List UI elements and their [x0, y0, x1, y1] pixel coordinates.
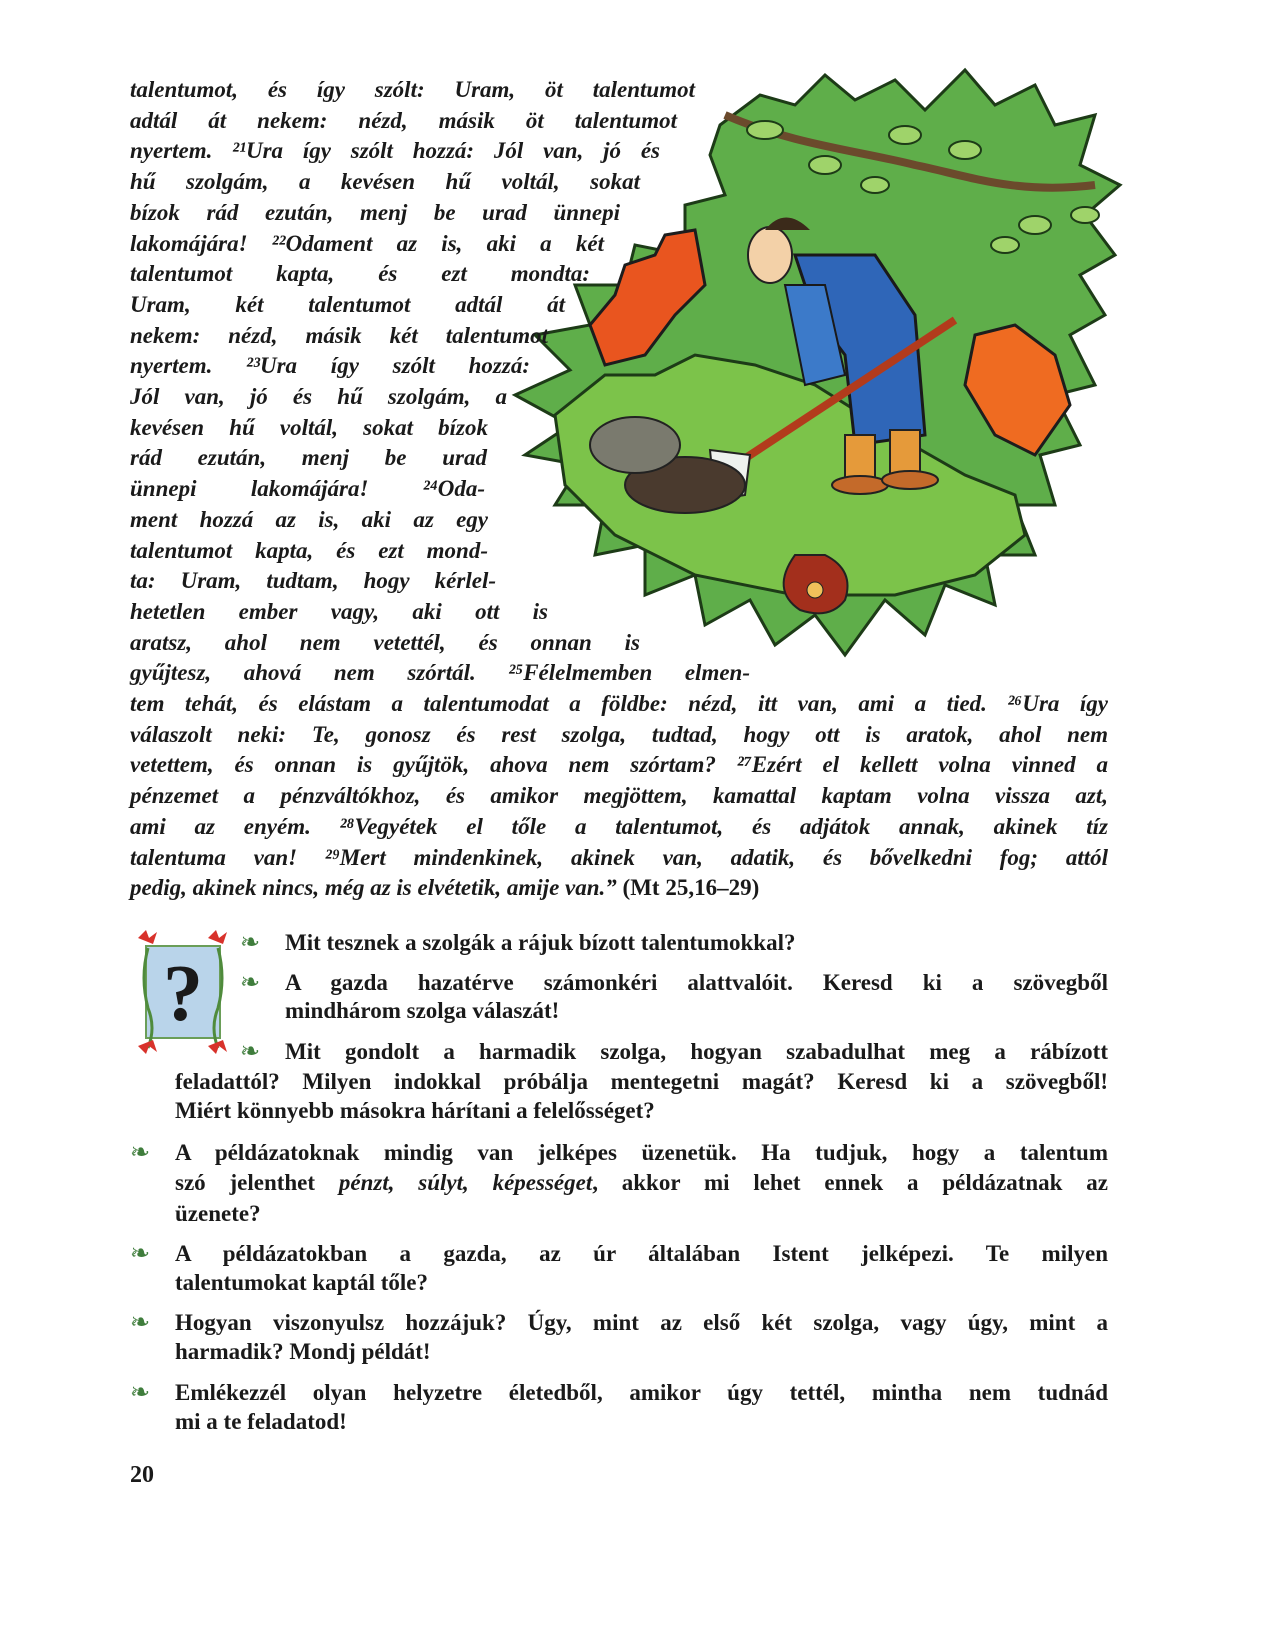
question-line [175, 1337, 431, 1367]
question-text: A példázatokban a gazda, az úr általában Istent jelképezi. Te milyen [175, 1241, 1108, 1266]
question-text: Emlékezzél olyan helyzetre életedből, amikor úgy tettél, mintha nem tudnád [175, 1380, 1108, 1405]
scripture-line-text: tem tehát, és elástam a talentumodat a földbe: nézd, itt van, ami a tied. ²⁶Ura így [130, 691, 1108, 716]
scripture-line-text: nekem: nézd, másik két talentumot [130, 322, 548, 348]
scripture-line-text: pedig, akinek nincs, még az is elvétetik, amije van.” [130, 875, 617, 901]
scripture-line [130, 689, 1108, 719]
scripture-line [130, 229, 604, 259]
scripture-line [130, 75, 695, 105]
page-number: 20 [130, 1462, 154, 1488]
scripture-line [130, 720, 1108, 750]
scripture-line [130, 259, 590, 289]
question-text-post: , akkor mi lehet ennek a példázatnak az [592, 1170, 1108, 1195]
question-text: harmadik? Mondj példát! [175, 1339, 431, 1364]
scripture-line-text: bízok rád ezután, menj be urad ünnepi [130, 199, 620, 225]
scripture-line [130, 750, 1108, 780]
question-text: A gazda hazatérve számonkéri alattvalóit. Keresd ki a szövegből [285, 970, 1108, 995]
question-line [175, 1378, 1108, 1408]
floral-heart-bullet-icon: ❧ [130, 1241, 151, 1267]
question-line [175, 1308, 1108, 1338]
scripture-line-text: gyűjtesz, ahová nem szórtál. ²⁵Félelmemben elmen- [130, 660, 750, 686]
floral-heart-bullet-icon: ❧ [130, 1310, 151, 1336]
floral-heart-bullet-icon: ❧ [130, 1380, 151, 1406]
scripture-line-text: válaszolt neki: Te, gonosz és rest szolga, tudtad, hogy ott is aratok, ahol nem [130, 721, 1108, 747]
question-text: Miért könnyebb másokra hárítani a felelősséget? [175, 1098, 655, 1123]
scripture-line [130, 843, 1108, 873]
scripture-line-text: Jól van, jó és hű szolgám, a [130, 384, 507, 409]
scripture-line [130, 351, 530, 381]
scripture-line-text: talentuma van! ²⁹Mert mindenkinek, akinek van, adatik, és bővelkedni fog; attól [130, 844, 1108, 870]
dirt-pile [590, 417, 680, 473]
question-text: Mit tesznek a szolgák a rájuk bízott talentumokkal? [285, 930, 796, 955]
scripture-line [130, 658, 750, 688]
scripture-line [130, 198, 620, 228]
floral-heart-bullet-icon: ❧ [130, 1140, 151, 1166]
scripture-line-text: Uram, két talentumot adtál át [130, 291, 565, 317]
question-line [285, 968, 1108, 998]
question-mark-icon [128, 928, 238, 1056]
scripture-line-text: talentumot, és így szólt: Uram, öt talentumot [130, 77, 695, 102]
scripture-line [130, 474, 485, 504]
scripture-line [130, 290, 565, 320]
question-line [175, 1407, 347, 1437]
scripture-line-text: talentumot kapta, és ezt mond- [130, 537, 488, 563]
floral-heart-bullet-icon: ❧ [240, 1039, 261, 1065]
question-line [175, 1168, 1108, 1198]
question-line [175, 1096, 655, 1126]
question-text: feladattól? Milyen indokkal próbálja mentegetni magát? Keresd ki a szövegből! [175, 1069, 1108, 1094]
question-line [175, 1138, 1108, 1168]
scripture-line [130, 873, 759, 903]
scripture-line-text: hű szolgám, a kevésen hű voltál, sokat [130, 169, 640, 195]
scripture-line [130, 321, 548, 351]
scripture-line [130, 167, 640, 197]
scripture-line-text: rád ezután, menj be urad [130, 445, 487, 471]
scripture-line [130, 382, 507, 412]
question-text: mi a te feladatod! [175, 1409, 347, 1434]
scripture-line-text: ami az enyém. ²⁸Vegyétek el tőle a talentumot, és adjátok annak, akinek tíz [130, 813, 1108, 839]
scripture-line [130, 505, 488, 535]
question-text-italic: pénzt, súlyt, képességet [338, 1170, 593, 1195]
question-line [175, 1067, 1108, 1097]
scripture-line [130, 781, 1108, 811]
scripture-line [130, 443, 487, 473]
scripture-line-text: pénzemet a pénzváltókhoz, és amikor megjöttem, kamattal kaptam volna vissza azt, [130, 783, 1108, 809]
scripture-line [130, 566, 496, 596]
scripture-line-text: kevésen hű voltál, sokat bízok [130, 414, 488, 440]
question-text: üzenete? [175, 1201, 261, 1226]
question-line [285, 1037, 1108, 1067]
scripture-line [130, 628, 640, 658]
scripture-line-text: adtál át nekem: nézd, másik öt talentumot [130, 107, 677, 133]
question-text: talentumokat kaptál tőle? [175, 1270, 428, 1295]
scripture-line [130, 106, 677, 136]
scripture-line-text: ta: Uram, tudtam, hogy kérlel- [130, 568, 496, 594]
scripture-line [130, 597, 548, 627]
scripture-line [130, 136, 660, 166]
scripture-line-text: aratsz, ahol nem vetettél, és onnan is [130, 629, 640, 655]
question-text: Hogyan viszonyulsz hozzájuk? Úgy, mint az első két szolga, vagy úgy, mint a [175, 1310, 1108, 1335]
scripture-line-text: ment hozzá az is, aki az egy [130, 506, 488, 532]
question-line [175, 1268, 428, 1298]
scripture-line-text: talentumot kapta, és ezt mondta: [130, 261, 590, 287]
scripture-line-text: vetettem, és onnan is gyűjtök, ahova nem szórtam? ²⁷Ezért el kellett volna vinned a [130, 752, 1108, 778]
question-line [285, 996, 559, 1026]
money-bag [784, 555, 848, 613]
scripture-line-text: ünnepi lakomájára! ²⁴Oda- [130, 476, 485, 502]
question-text-pre: szó jelenthet [175, 1170, 339, 1195]
question-text: Mit gondolt a harmadik szolga, hogyan szabadulhat meg a rábízott [285, 1039, 1108, 1064]
question-line [175, 1199, 261, 1229]
question-text: A példázatoknak mindig van jelképes üzenetük. Ha tudjuk, hogy a talentum [175, 1140, 1108, 1165]
scripture-line-text: nyertem. ²¹Ura így szólt hozzá: Jól van, jó és [130, 138, 660, 164]
scripture-line-text: nyertem. ²³Ura így szólt hozzá: [130, 353, 530, 379]
scripture-line [130, 812, 1108, 842]
bible-reference: (Mt 25,16–29) [622, 875, 760, 901]
scripture-line [130, 536, 488, 566]
svg-text:?: ? [163, 950, 203, 1038]
question-line [285, 928, 795, 958]
scripture-line [130, 413, 488, 443]
question-line [175, 1239, 1108, 1269]
question-text: mindhárom szolga válaszát! [285, 998, 560, 1023]
floral-heart-bullet-icon: ❧ [240, 930, 261, 956]
floral-heart-bullet-icon: ❧ [240, 970, 261, 996]
scripture-line-text: lakomájára! ²²Odament az is, aki a két [130, 230, 604, 256]
scripture-line-text: hetetlen ember vagy, aki ott is [130, 598, 548, 624]
